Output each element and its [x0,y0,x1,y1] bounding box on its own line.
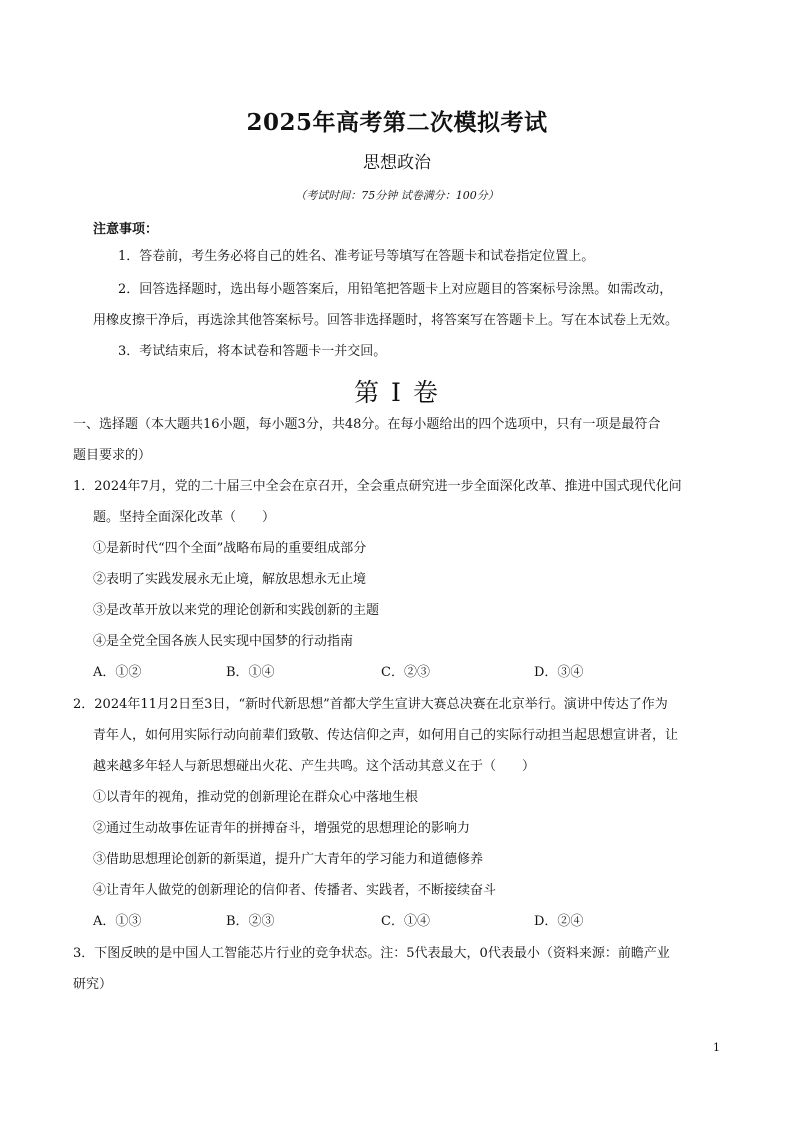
q1-option-a: A．①② [93,665,142,680]
notice-item-1: 1．答卷前，考生务必将自己的姓名、准考证号等填写在答题卡和试卷指定位置上。 [118,249,595,264]
q2-option-c: C．①④ [381,914,430,929]
exam-title: 2025年高考第二次模拟考试 [246,109,548,136]
q2-option-a: A．①③ [93,914,142,929]
q1-option-d: D．③④ [534,665,584,680]
q2-option-d: D．②④ [534,914,584,929]
q1-statement-1: ①是新时代“四个全面”战略布局的重要组成部分 [93,541,367,556]
q1-statement-2: ②表明了实践发展永无止境，解放思想永无止境 [93,572,367,587]
q2-stem-2: 青年人，如何用实际行动向前辈们致敬、传达信仰之声，如何用自己的实际行动担当起思想宣讲者，让 [93,728,679,743]
q2-statement-3: ③借助思想理论创新的新渠道，提升广大青年的学习能力和道德修养 [93,852,484,867]
notice-item-2-cont: 用橡皮擦干净后，再选涂其他答案标号。回答非选择题时，将答案写在答题卡上。写在本试卷上无效。 [93,313,679,328]
notice-item-2: 2．回答选择题时，选出每小题答案后，用铅笔把答题卡上对应题目的答案标号涂黑。如需改动， [118,282,673,297]
q1-stem-1: 1．2024年7月，党的二十届三中全会在京召开，全会重点研究进一步全面深化改革、推进中国式现代化问 [73,479,682,494]
section-instructions-2: 题目要求的） [73,448,152,463]
notice-item-3: 3．考试结束后，将本试卷和答题卡一并交回。 [118,344,387,359]
q2-statement-4: ④让青年人做党的创新理论的信仰者、传播者、实践者，不断接续奋斗 [93,883,497,898]
q2-stem-1: 2．2024年11月2日至3日，“新时代新思想”首都大学生宣讲大赛总决赛在北京举行。演讲中传达了作为 [73,697,668,712]
q2-option-b: B．②③ [226,914,275,929]
q1-statement-4: ④是全党全国各族人民实现中国梦的行动指南 [93,634,354,649]
section-instructions-1: 一、选择题（本大题共16小题，每小题3分，共48分。在每小题给出的四个选项中，只有一项是最符合 [73,417,661,432]
q3-stem-2: 研究） [73,977,113,992]
q1-option-c: C．②③ [381,665,430,680]
q1-statement-3: ③是改革开放以来党的理论创新和实践创新的主题 [93,603,380,618]
q2-stem-3: 越来越多年轻人与新思想碰出火花、产生共鸣。这个活动其意义在于（ ） [93,759,536,774]
notice-heading: 注意事项： [93,222,159,237]
exam-info: （考试时间：75分钟 试卷满分：100分） [295,189,499,202]
page-number: 1 [713,1041,720,1054]
subject-title: 思想政治 [363,153,431,173]
q3-stem-1: 3．下图反映的是中国人工智能芯片行业的竞争状态。注：5代表最大，0代表最小（资料来源：前瞻产业 [73,946,670,961]
q2-statement-1: ①以青年的视角，推动党的创新理论在群众心中落地生根 [93,790,419,805]
q2-statement-2: ②通过生动故事佐证青年的拼搏奋斗，增强党的思想理论的影响力 [93,821,471,836]
section-title: 第 I 卷 [354,378,440,407]
q1-stem-2: 题。坚持全面深化改革（ ） [93,510,276,525]
q1-option-b: B．①④ [226,665,275,680]
